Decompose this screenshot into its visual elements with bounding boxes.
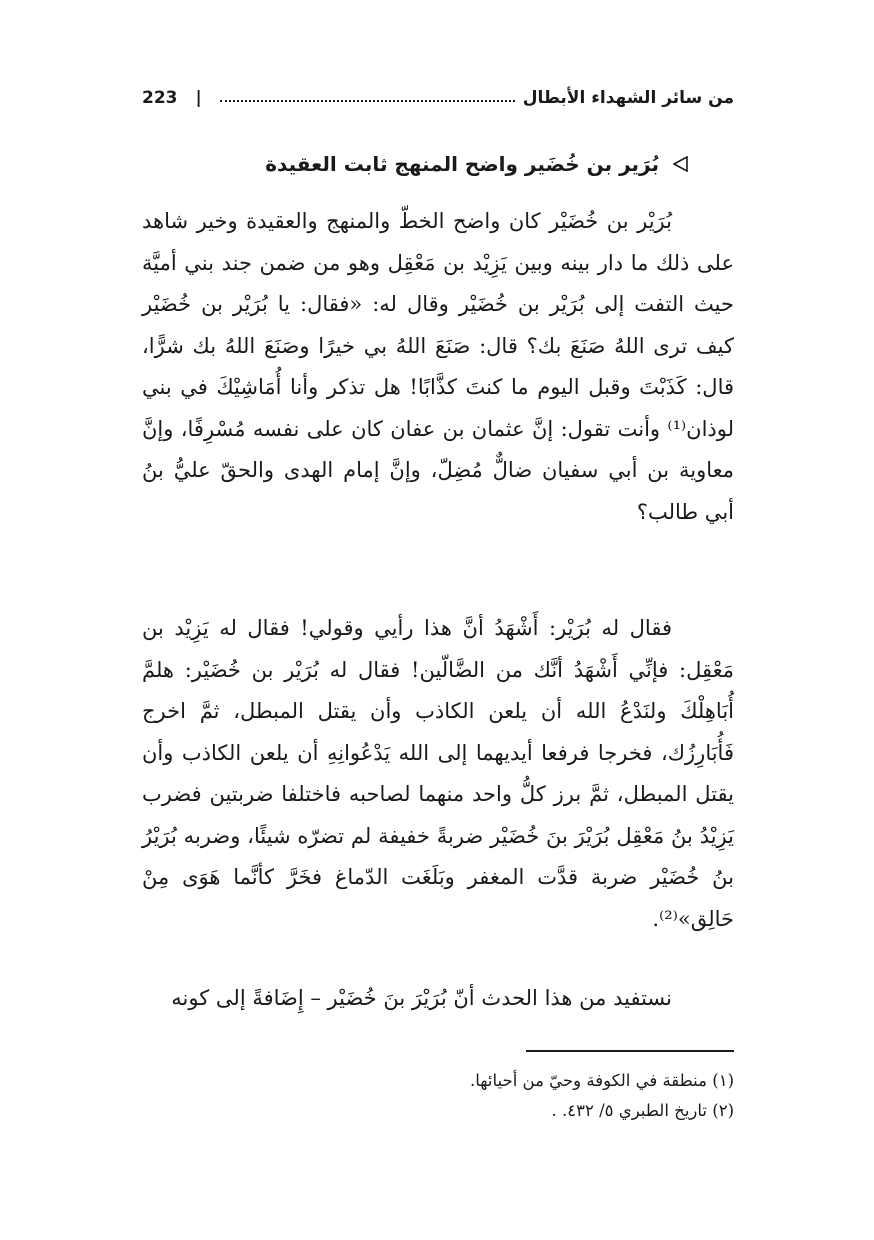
body-paragraph-1 — [142, 201, 734, 533]
body-paragraph-2 — [142, 608, 734, 940]
footnote-1: (١) منطقة في الكوفة وحيّ من أحيائها. — [470, 1071, 734, 1090]
page-number: 223 — [142, 88, 178, 108]
triangle-bullet-icon — [673, 156, 688, 172]
running-title: من سائر الشهداء الأبطال — [522, 88, 734, 108]
header-separator: | — [195, 88, 202, 108]
footnotes — [300, 1066, 734, 1126]
paragraph-text: فقال له بُرَيْر: أَشْهَدُ أنَّ هذا رأيي وقولي! فقال له يَزِيْد بن مَعْقِل: فإنِّي أَشْهَدُ أنَّك من الضَّالّين! فقال له بُرَيْر بن خُضَيْر: هلمَّ أُبَاهِلْكَ ولنَدْعُ الله أن يلعن الكاذب وأن يقتل المبطل، ثمَّ اخرج فَأُبَارِزُك، فخرجا فرفعا أيديهما إلى الله يَدْعُوانِهِ أن يلعن الكاذب وأن يقتل المبطل، ثمَّ برز كلُّ واحد منهما لصاحبه فاختلفا ضربتين فضرب يَزِيْدُ بنُ مَعْقِل بُرَيْرَ بنَ خُضَيْر ضربةً خفيفة لم تضرّه شيئًا، وضربه بُرَيْرُ بنُ خُضَيْر ضربة قدَّت المغفر وبَلَغَت الدّماغ فخَرَّ كأنَّما هَوَى مِنْ حَالِق»⁽²⁾. — [142, 616, 734, 931]
footnote-divider — [526, 1050, 734, 1052]
section-heading — [200, 152, 688, 176]
paragraph-text: بُرَيْر بن خُضَيْر كان واضح الخطّ والمنهج والعقيدة وخير شاهد على ذلك ما دار بينه وبين يَزِيْد بن مَعْقِل وهو من ضمن جند بني أميَّة حيث التفت إلى بُرَيْر بن خُضَيْر وقال له: «فقال: يا بُرَيْر بن خُضَيْر كيف ترى اللهُ صَنَعَ بك؟ قال: صَنَعَ اللهُ بي خيرًا وصَنَعَ اللهُ بك شرًّا، قال: كَذَبْتَ وقبل اليوم ما كنتَ كذَّابًا! هل تذكر وأنا أُمَاشِيْكَ في بني لوذان⁽¹⁾ وأنت تقول: إنَّ عثمان بن عفان كان على نفسه مُسْرِفًا، وإنَّ معاوية بن أبي سفيان ضالٌّ مُضِلّ، وإنَّ إمام الهدى والحقّ عليُّ بنُ أبي طالب؟ — [142, 209, 734, 524]
header-leader-dots — [220, 100, 515, 102]
section-heading-text: بُرَير بن خُضَير واضح المنهج ثابت العقيدة — [265, 152, 659, 176]
page-header — [142, 84, 734, 112]
paragraph-text: نستفيد من هذا الحدث أنّ بُرَيْرَ بنَ خُضَيْر – إِضَافةً إلى كونه — [171, 986, 672, 1010]
body-paragraph-3 — [142, 978, 734, 1020]
footnote-2: (٢) تاريخ الطبري ٥/ ٤٣٢. . — [551, 1101, 734, 1120]
